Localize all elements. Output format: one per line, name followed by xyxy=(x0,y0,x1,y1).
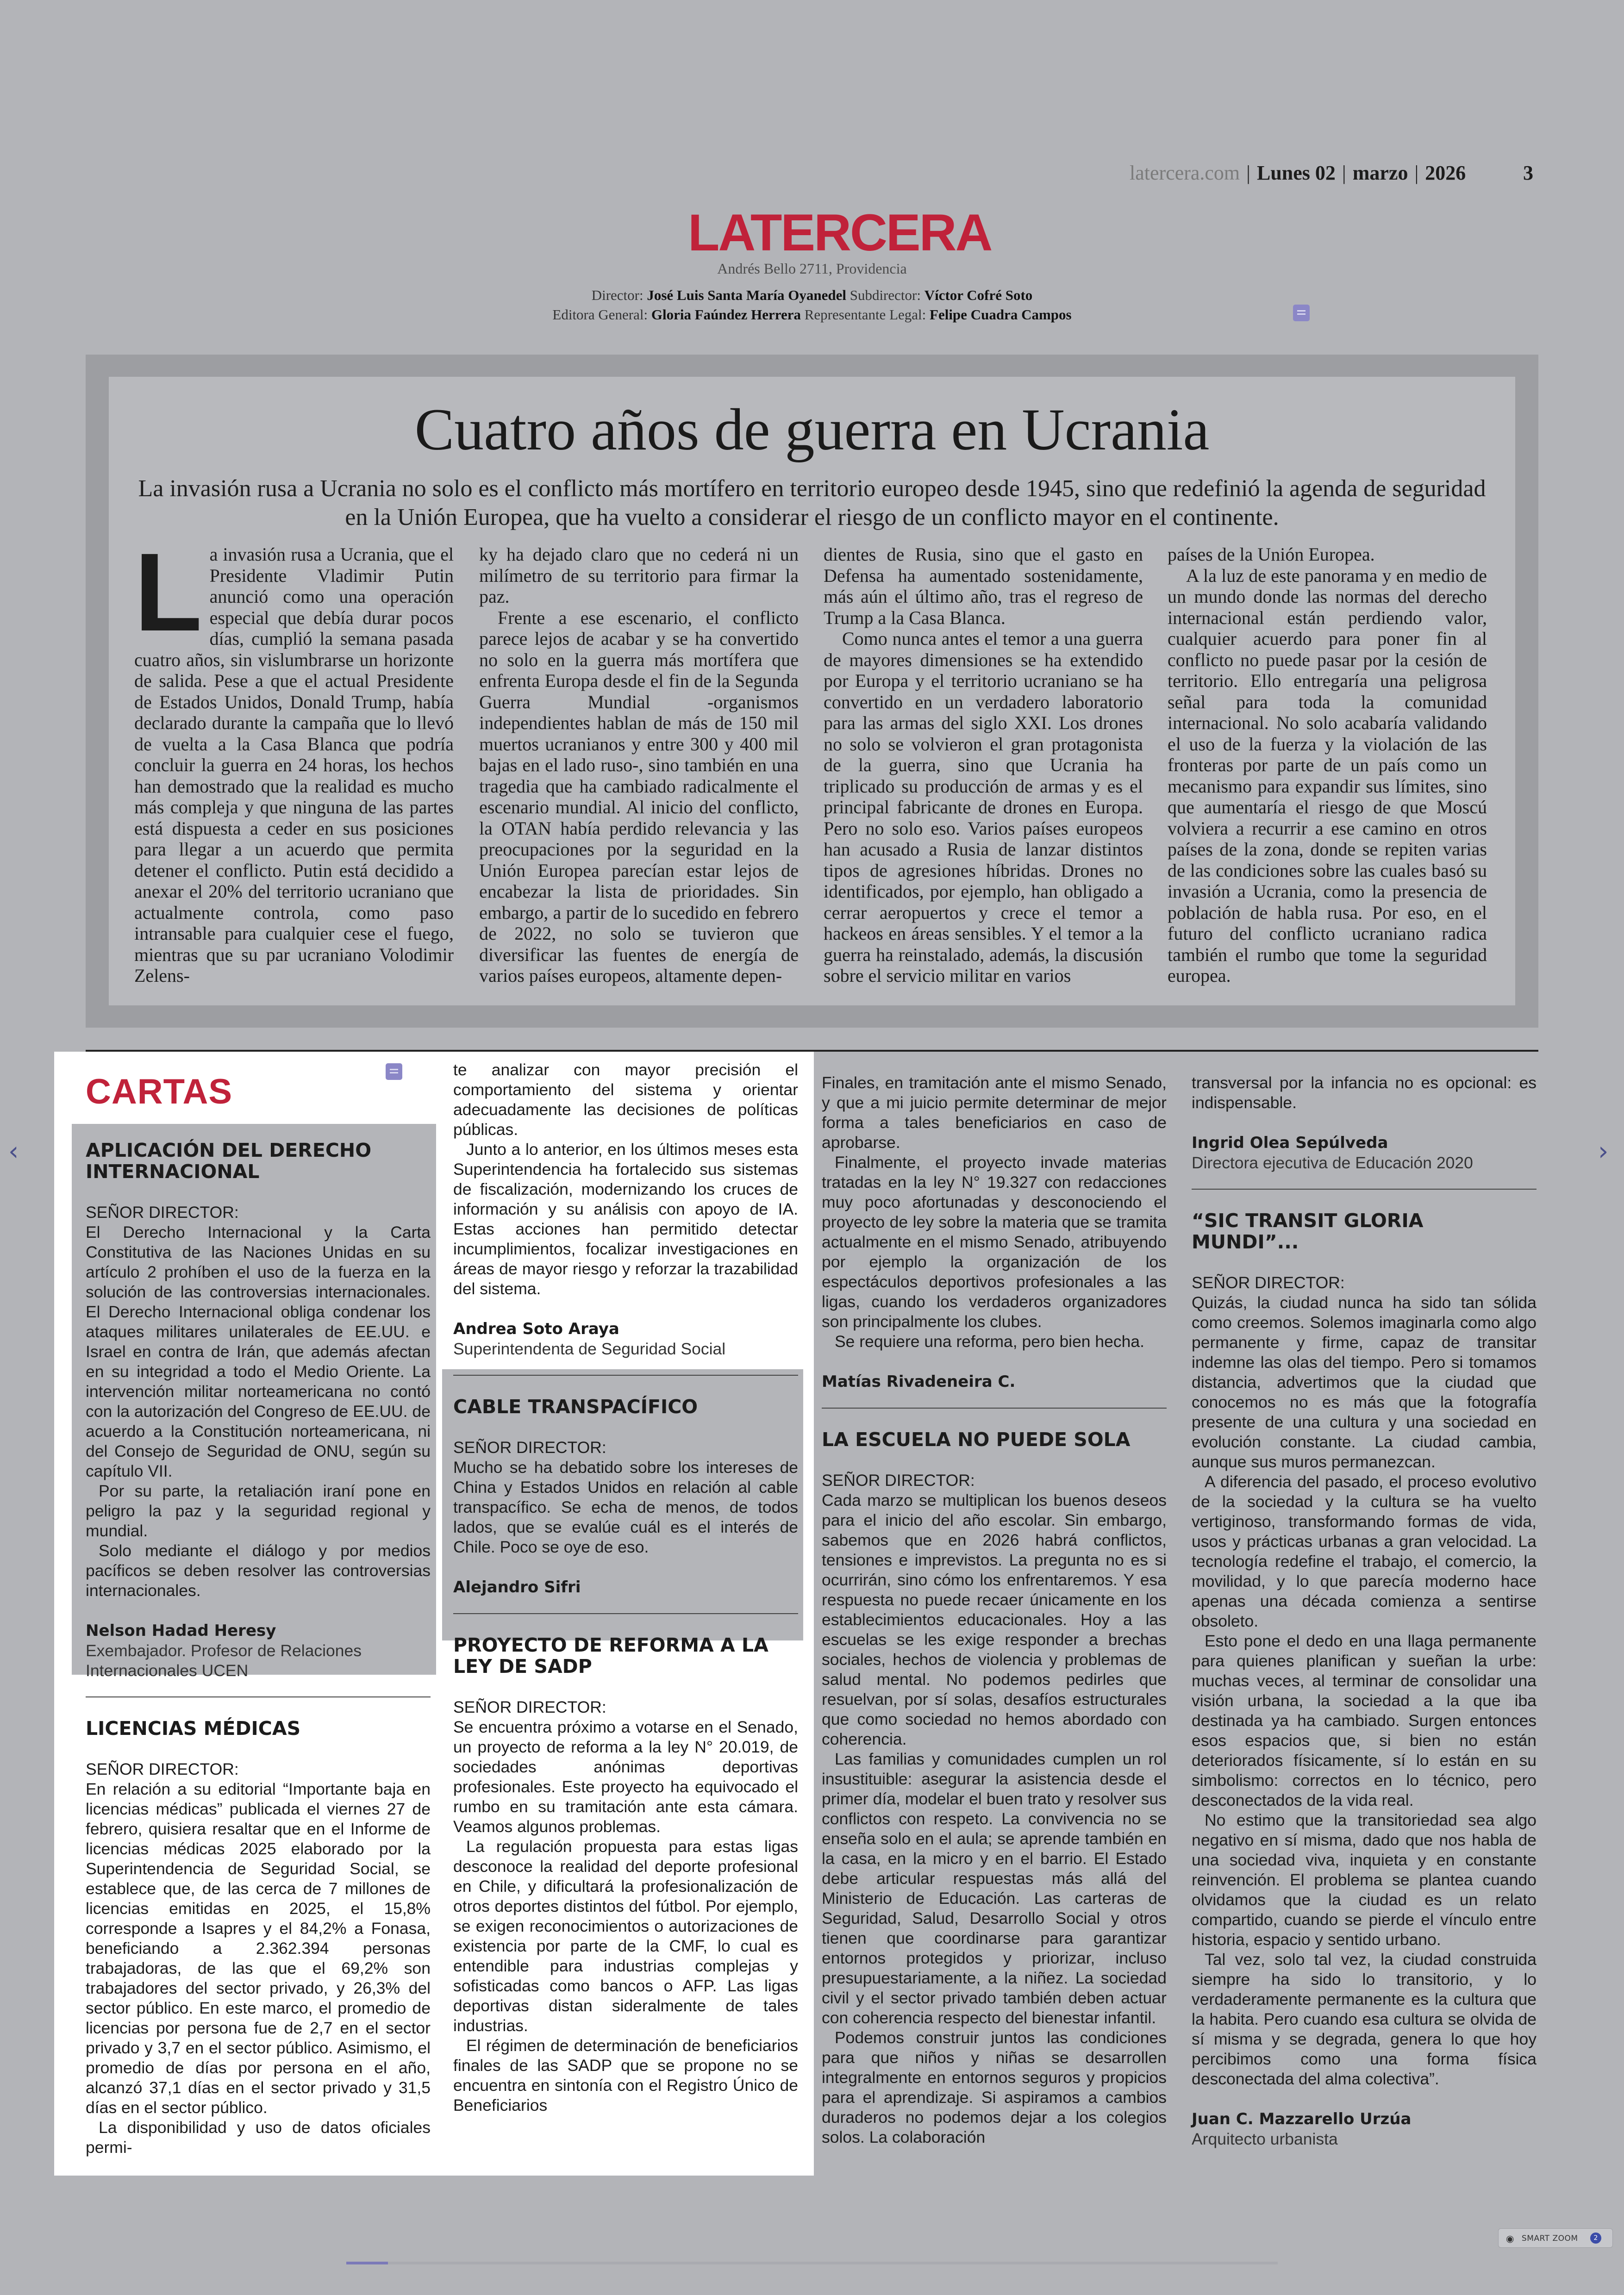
letter-divider xyxy=(86,1696,431,1697)
letter-paragraph: En relación a su editorial “Importante baja en licencias médicas” publicada el viernes 27 de febrero, quisiera resaltar que en el Informe de licencias médicas 2025 elaborado por la Superintendencia de Seguridad Social, se establece que, de las cerca de 7 millones de licencias emitidas en 2025, el 15,8% corresponde a Isapres y el 84,2% a Fonasa, beneficiando a 2.362.394 personas trabajadoras, de las que el 69,2% son trabajadores del sector privado, y 26,3% del sector público. En este marco, el promedio de licencias por persona fue de 2,7 en el sector privado y 3,7 en el sector público. Asimismo, el promedio de días por persona en el año, alcanzó 37,1 días en el sector privado y 31,5 días en el sector público. xyxy=(86,1780,431,2117)
letter-paragraph: Solo mediante el diálogo y por medios pacíficos se deben resolver las controversias internacionales. xyxy=(86,1541,431,1600)
editorial-paragraph: dientes de Rusia, sino que el gasto en Defensa ha aumentado sostenidamente, más aún el último año, tras el regreso de Trump a la Casa Blanca. xyxy=(824,544,1143,628)
site-name: latercera.com xyxy=(1130,162,1240,184)
letter-author: Ingrid Olea Sepúlveda xyxy=(1192,1134,1388,1152)
letter-headline: PROYECTO DE REFORMA A LA LEY DE SADP xyxy=(453,1634,768,1678)
editorial-paragraph: países de la Unión Europea. xyxy=(1168,544,1375,565)
editorial-column-3 xyxy=(824,544,1143,986)
editorial-column-2 xyxy=(479,544,799,986)
letter-author: Nelson Hadad Heresy xyxy=(86,1621,276,1640)
letter-author: Matías Rivadeneira C. xyxy=(822,1372,1016,1391)
newspaper-logo: LATERCERA xyxy=(688,204,992,262)
letter-paragraph: La disponibilidad y uso de datos oficiales permi- xyxy=(86,2118,431,2157)
editorial-column-1 xyxy=(134,530,454,986)
letter-paragraph: Finales, en tramitación ante el mismo Senado, y que a mi juicio permite determinar de mejor forma a tales beneficiarios en caso de aprobarse. xyxy=(822,1073,1167,1152)
section-title: CARTAS xyxy=(86,1072,233,1111)
letter-salute: SEÑOR DIRECTOR: xyxy=(453,1438,606,1457)
letter-author: Andrea Soto Araya xyxy=(453,1320,619,1338)
editorial-paragraph: A la luz de este panorama y en medio de un mundo donde las normas del derecho internacional están perdiendo valor, cualquier acuerdo para poner fin al conflicto no puede pasar por la cesión de territorio. Ello entregaría una peligrosa señal para toda la comunidad internacional. No solo acabaría validando el uso de la fuerza y la violación de las fronteras por parte de un país como un mecanismo para expandir sus límites, sino que aumentaría el riesgo de que Moscú volviera a recurrir a ese camino en otros países de la zona, donde se repiten varias de las condiciones sobre las cuales basó su invasión a Ucrania, como la presencia de población de habla rusa. Por eso, en el futuro del conflicto ucraniano radica también el rumbo que tome la seguridad europea. xyxy=(1168,565,1487,986)
letters-column-4 xyxy=(1192,1073,1537,2149)
letter-author-role: Arquitecto urbanista xyxy=(1192,2130,1338,2148)
smart-zoom-label: SMART ZOOM xyxy=(1522,2234,1578,2243)
letter-paragraph: Tal vez, solo tal vez, la ciudad construida siempre ha sido lo transitorio, y lo verdaderamente permanente es la cultura que la habita. Pero cuando esa cultura se olvida de sí misma y se degrada, genera lo que hoy percibimos como una forma física desconectada del alma colectiva”. xyxy=(1192,1950,1537,2088)
letter-headline: APLICACIÓN DEL DERECHO INTERNACIONAL xyxy=(86,1139,372,1183)
letter-headline: “SIC TRANSIT GLORIA MUNDI”... xyxy=(1192,1210,1424,1253)
editorial-column-4 xyxy=(1168,544,1487,986)
letter-author: Alejandro Sifri xyxy=(453,1578,581,1597)
editor-name: Gloria Faúndez Herrera xyxy=(651,306,801,323)
editorial-paragraph: a invasión rusa a Ucrania, que el Presidente Vladimir Putin anunció como una operación especial que debía durar pocos días, cumplió la semana pasada cuatro años, sin vislumbrarse un horizonte de salida. Pese a que el actual Presidente de Estados Unidos, Donald Trump, había declarado durante la campaña que lo llevó de vuelta a la Casa Blanca que podría concluir la guerra en 24 horas, los hechos han demostrado que la realidad es mucho más compleja y que ninguna de las partes está dispuesta a ceder en sus posiciones para llegar a un acuerdo que permita detener el conflicto. Putin está decidido a anexar el 20% del territorio ucraniano que actualmente controla, como paso intransable para cualquier cese el fuego, mientras que su par ucraniano Volodimir Zelens- xyxy=(134,544,454,986)
letters-column-3 xyxy=(822,1073,1167,2147)
dropcap: L xyxy=(134,530,202,654)
smart-zoom-badge: 2 xyxy=(1590,2233,1601,2244)
letter-salute: SEÑOR DIRECTOR: xyxy=(453,1698,606,1716)
letter-divider xyxy=(822,1408,1167,1409)
letter-divider xyxy=(453,1375,798,1376)
letter-headline: CABLE TRANSPACÍFICO xyxy=(453,1396,698,1418)
letter-paragraph: El régimen de determinación de beneficiarios finales de las SADP que se propone no se encuentra en sintonía con el Registro Único de Beneficiarios xyxy=(453,2036,798,2114)
credits-line-1 xyxy=(0,287,1624,304)
letter-author-role: Exembajador. Profesor de Relaciones Internacionales UCEN xyxy=(86,1641,362,1680)
letter-paragraph: El Derecho Internacional y la Carta Constitutiva de las Naciones Unidas en su artículo 2 prohíben el uso de la fuerza en la solución de las controversias internacionales. El Derecho Internacional obliga condenar los ataques militares unilaterales de EE.UU. e Israel en contra de Irán, que además afectan en su integridad a todo el Medio Oriente. La intervención militar norteamericana no contó con la autorización del Congreso de EE.UU. de acuerdo a la Constitución norteamericana, ni del Consejo de Seguridad de ONU, según su capítulo VII. xyxy=(86,1223,431,1480)
letter-paragraph: Se requiere una reforma, pero bien hecha. xyxy=(835,1332,1145,1351)
letter-paragraph: transversal por la infancia no es opcional: es indispensable. xyxy=(1192,1073,1537,1112)
letter-paragraph: Quizás, la ciudad nunca ha sido tan sólida como creemos. Solemos imaginarla como algo permanente y firme, capaz de transitar indemne las olas del tiempo. Pero si tomamos distancia, advertimos que la ciudad que conocemos no es más que la fotografía presente de una cultura y una sociedad en evolución constante. La ciudad cambia, aunque sus muros permanezcan. xyxy=(1192,1293,1537,1471)
letter-paragraph: Finalmente, el proyecto invade materias tratadas en la ley N° 19.327 con redacciones muy poco afortunadas y desconociendo el proyecto de ley sobre la materia que se tramita actualmente en el mismo Senado, atribuyendo por ejemplo la organización de los espectáculos deportivos profesionales a las ligas, cuando los verdaderos organizadores son principalmente los clubes. xyxy=(822,1153,1167,1331)
letter-headline: LA ESCUELA NO PUEDE SOLA xyxy=(822,1428,1131,1451)
smart-zoom-button[interactable] xyxy=(1498,2228,1613,2248)
subdirector-name: Víctor Cofré Soto xyxy=(924,287,1033,303)
director-name: José Luis Santa María Oyanedel xyxy=(647,287,846,303)
letter-paragraph: Se encuentra próximo a votarse en el Senado, un proyecto de reforma a la ley N° 20.019, de sociedades anónimas deportivas profesionales. Este proyecto ha equivocado el rumbo en su tramitación ante esta cámara. Veamos algunos problemas. xyxy=(453,1718,798,1836)
letter-paragraph: Mucho se ha debatido sobre los intereses de China y Estados Unidos en relación al cable transpacífico. Se echa de menos, de todos lados, que se evalúe cuál es el interés de Chile. Poco se oye de eso. xyxy=(453,1458,798,1556)
letter-paragraph: La regulación propuesta para estas ligas desconoce la realidad del deporte profesional en Chile, y dificultará la profesionalización de otros deportes distintos del fútbol. Por ejemplo, se exigen reconocimientos o autorizaciones de existencia por parte de la CMF, lo cual es entendible para industrias complejas y sofisticadas como bancos o AFP. Las ligas deportivas distan sideralmente de tales industrias. xyxy=(453,1837,798,2035)
legal-name: Felipe Cuadra Campos xyxy=(930,306,1072,323)
editor-label: Editora General: xyxy=(552,306,648,323)
editorial-paragraph: ky ha dejado claro que no cederá ni un milímetro de su territorio para firmar la paz. xyxy=(479,544,799,607)
letter-author-role: Superintendenta de Seguridad Social xyxy=(453,1340,726,1358)
masthead-date-line: latercera.com | Lunes 02 | marzo | 2026 xyxy=(1130,162,1466,184)
credits-line-2 xyxy=(0,306,1624,323)
eye-icon: ◉ xyxy=(1506,2233,1514,2244)
letter-paragraph: Junto a lo anterior, en los últimos meses esta Superintendencia ha fortalecido sus sistemas de fiscalización, modernizando los cruces de información y su análisis con apoyo de IA. Estas acciones han permitido detectar incumplimientos, focalizar investigaciones en áreas de mayor riesgo y reforzar la trazabilidad del sistema. xyxy=(453,1140,798,1298)
letter-salute: SEÑOR DIRECTOR: xyxy=(822,1471,975,1490)
editorial-subtitle: La invasión rusa a Ucrania no solo es el conflicto más mortífero en territorio europeo desde 1945, sino que redefinió la agenda de seguridad en la Unión Europea, que ha vuelto a considerar el riesgo de un conflicto mayor en el continente. xyxy=(138,475,1486,530)
page-progress-fill xyxy=(346,2262,388,2264)
page-progress-track[interactable] xyxy=(346,2262,1278,2264)
letter-salute: SEÑOR DIRECTOR: xyxy=(86,1203,239,1222)
subdirector-label: Subdirector: xyxy=(849,287,921,303)
letters-column-1 xyxy=(86,1140,431,2158)
letter-author: Juan C. Mazzarello Urzúa xyxy=(1192,2110,1412,2128)
letter-paragraph: Las familias y comunidades cumplen un rol insustituible: asegurar la asistencia desde el primer día, modelar el buen trato y resolver sus conflictos con respeto. La convivencia no se enseña solo en el aula; se aprende también en la casa, en la micro y en el barrio. El Estado debe articular respuestas más allá del Ministerio de Educación. Las carteras de Seguridad, Salud, Desarrollo Social y otros tienen que coordinarse para garantizar entornos protegidos y priorizar, incluso presupuestariamente, a la niñez. La sociedad civil y el sector privado también deben actuar con coherencia respecto del bienestar infantil. xyxy=(822,1750,1167,2027)
page-number: 3 xyxy=(1523,162,1533,184)
previous-page-icon[interactable]: ‹ xyxy=(8,1136,19,1166)
address: Andrés Bello 2711, Providencia xyxy=(717,260,907,277)
letter-paragraph: A diferencia del pasado, el proceso evolutivo de la sociedad y la cultura se ha vuelto vertiginoso, transformando formas de vida, usos y prácticas urbanas a gran velocidad. La tecnología redefine el trabajo, el comercio, la movilidad, y lo que parecía moderno hace apenas una década comienza a sentirse obsoleto. xyxy=(1192,1472,1537,1630)
letter-headline: LICENCIAS MÉDICAS xyxy=(86,1717,301,1740)
letter-paragraph: Esto pone el dedo en una llaga permanente para quienes planifican y sueñan la urbe: muchas veces, al terminar de consolidar una visión urbana, la sociedad a la que iba destinada ya ha cambiado. Surgen entonces esos espacios que, si bien no están deteriorados físicamente, sí lo están en su simbolismo: correctos en lo técnico, pero desconectados de la vida real. xyxy=(1192,1632,1537,1809)
editorial-title: Cuatro años de guerra en Ucrania xyxy=(414,397,1210,462)
letter-author-role: Directora ejecutiva de Educación 2020 xyxy=(1192,1154,1473,1172)
article-zoom-icon[interactable] xyxy=(1293,305,1310,321)
director-label: Director: xyxy=(591,287,643,303)
date-year: 2026 xyxy=(1425,162,1466,184)
date-month: marzo xyxy=(1352,162,1408,184)
date-day: Lunes 02 xyxy=(1256,162,1336,184)
article-zoom-icon[interactable] xyxy=(386,1063,402,1080)
letters-column-2 xyxy=(453,1060,798,2115)
letter-salute: SEÑOR DIRECTOR: xyxy=(86,1760,239,1778)
letter-paragraph: te analizar con mayor precisión el comportamiento del sistema y orientar adecuadamente las decisiones de políticas públicas. xyxy=(453,1060,798,1139)
letter-paragraph: Podemos construir juntos las condiciones para que niños y niñas se desarrollen integralmente en entornos seguros y propicios para el aprendizaje. Si aspiramos a cambios duraderos no podemos dejar a los colegios solos. La colaboración xyxy=(822,2028,1167,2146)
editorial-paragraph: Frente a ese escenario, el conflicto parece lejos de acabar y se ha convertido no solo en la guerra más mortífera que enfrenta Europa desde el fin de la Segunda Guerra Mundial -organismos independientes hablan de más de 150 mil muertos ucranianos y entre 300 y 400 mil bajas en el lado ruso-, sino también en una tragedia que ha cambiado radicalmente el escenario mundial. Al inicio del conflicto, la OTAN había perdido relevancia y las preocupaciones por la seguridad en la Unión Europea parecían estar lejos de encabezar la lista de prioridades. Sin embargo, a partir de lo sucedido en febrero de 2022, no solo se tuvieron que diversificar las fuentes de energía de varios países europeos, altamente depen- xyxy=(479,607,799,986)
letter-paragraph: No estimo que la transitoriedad sea algo negativo en sí misma, dado que nos habla de una sociedad viva, inquieta y en constante reinvención. El problema se plantea cuando olvidamos que la ciudad es un relato compartido, cuando se pierde el vínculo entre historia, espacio y sentido urbano. xyxy=(1192,1811,1537,1949)
legal-label: Representante Legal: xyxy=(804,306,926,323)
letter-divider xyxy=(453,1613,798,1614)
next-page-icon[interactable]: › xyxy=(1598,1136,1609,1166)
letter-divider xyxy=(1192,1189,1537,1190)
editorial-paragraph: Como nunca antes el temor a una guerra de mayores dimensiones se ha extendido por Europa y el territorio ucraniano se ha convertido en un verdadero laboratorio para las armas del siglo XXI. Los drones no solo se volvieron el gran protagonista de la guerra, sino que Ucrania ha triplicado su producción de armas y es el principal fabricante de drones en Europa. Pero no solo eso. Varios países europeos han acusado a Rusia de lanzar distintos tipos de agresiones híbridas. Drones no identificados, por ejemplo, han obligado a cerrar aeropuertos y crece el temor a hackeos en áreas sensibles. Y el temor a la guerra ha reinstalado, además, la discusión sobre el servicio militar en varios xyxy=(824,628,1143,986)
letter-paragraph: Cada marzo se multiplican los buenos deseos para el inicio del año escolar. Sin embargo, sabemos que en 2026 habrá conflictos, tensiones e imprevistos. La pregunta no es si ocurrirán, sino cómo los enfrentaremos. Y esa respuesta no puede recaer únicamente en los establecimientos educacionales. Hoy a las escuelas se les exige responder a brechas sociales, hechos de violencia y problemas de salud mental. No podemos pedirles que resuelvan, por sí solas, desafíos estructurales que como sociedad no hemos abordado con coherencia. xyxy=(822,1491,1167,1748)
letter-paragraph: Por su parte, la retaliación iraní pone en peligro la paz y la seguridad regional y mundial. xyxy=(86,1482,431,1540)
letter-salute: SEÑOR DIRECTOR: xyxy=(1192,1273,1345,1292)
